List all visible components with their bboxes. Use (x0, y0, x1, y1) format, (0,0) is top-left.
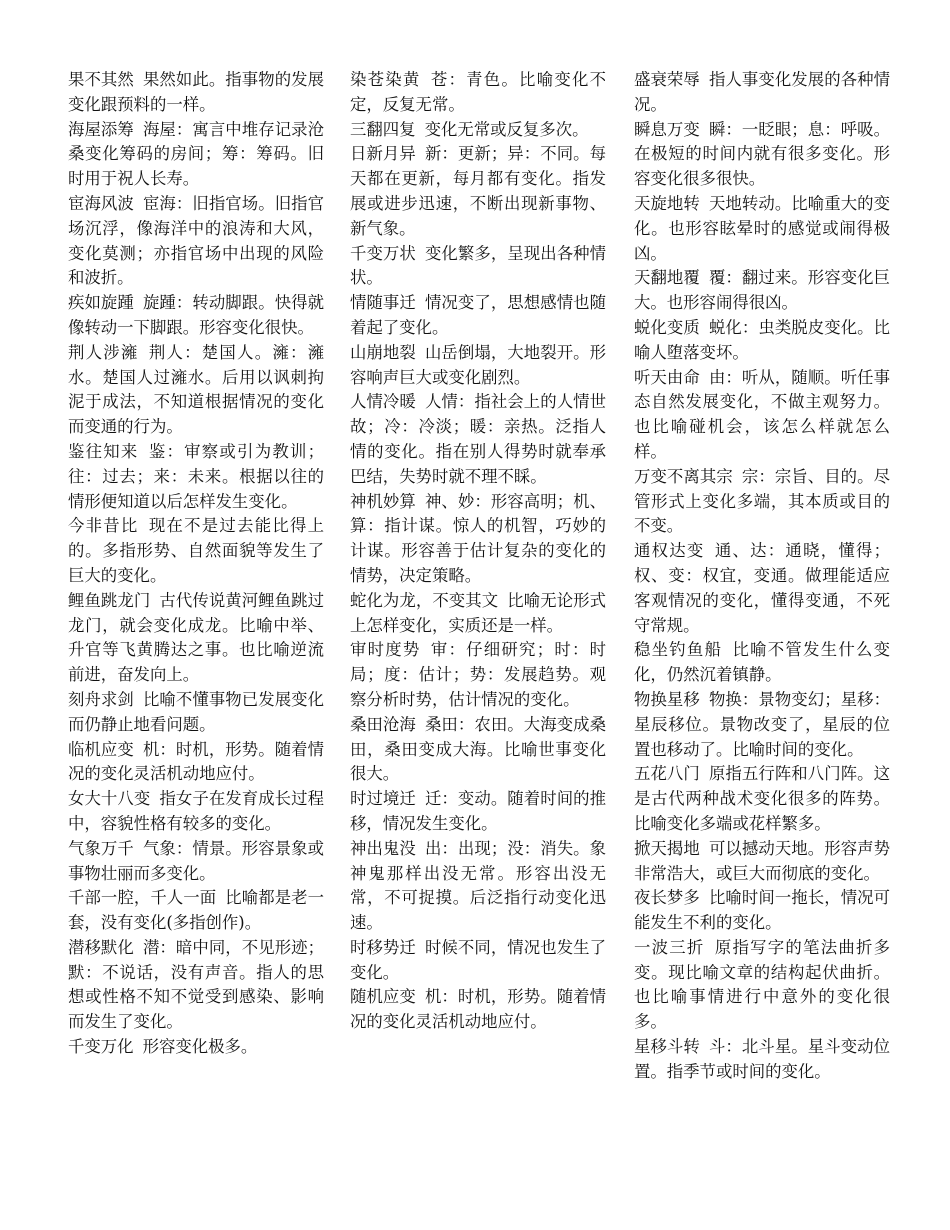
idiom-definition: 变化繁多，呈现出各种情状。 (350, 243, 607, 288)
idiom-entry (634, 465, 890, 539)
idiom-definition: 审：仔细研究；时：时局；度：估计；势：发展趋势。观察分析时势，估计情况的变化。 (350, 640, 607, 709)
idiom-definition: 覆：翻过来。形容变化巨大。也形容闹得很凶。 (634, 268, 891, 313)
idiom-entry (350, 142, 606, 241)
idiom-definition: 气象：情景。形容景象或事物壮丽而多变化。 (68, 838, 325, 883)
idiom-term: 神机妙算 (350, 491, 416, 511)
idiom-entry (68, 837, 324, 887)
idiom-definition: 机：时机，形势。随着情况的变化灵活机动地应付。 (68, 739, 325, 784)
idiom-term: 一波三折 (634, 937, 705, 957)
idiom-term: 情随事迁 (350, 293, 416, 313)
idiom-term: 人情冷暖 (350, 392, 416, 412)
idiom-entry (68, 118, 324, 192)
idiom-definition: 蜕化：虫类脱皮变化。比喻人堕落变坏。 (634, 317, 891, 362)
idiom-term: 女大十八变 (68, 789, 151, 809)
idiom-entry (350, 936, 606, 986)
idiom-term: 宦海风波 (68, 193, 134, 213)
idiom-term: 瞬息万变 (634, 119, 700, 139)
idiom-definition: 神、妙：形容高明；机、算：指计谋。惊人的机智，巧妙的计谋。形容善于估计复杂的变化的情势，决定策略。 (350, 491, 607, 585)
idiom-definition: 潜：暗中同，不见形迹；默：不说话，没有声音。指人的思想或性格不知不觉受到感染、影响而发生了变化。 (68, 937, 325, 1032)
idiom-term: 鲤鱼跳龙门 (68, 590, 151, 610)
idiom-entry (68, 886, 324, 936)
idiom-entry (68, 738, 324, 788)
idiom-entry (634, 192, 890, 266)
idiom-definition: 机：时机，形势。随着情况的变化灵活机动地应付。 (350, 987, 607, 1032)
idiom-entry (68, 787, 324, 837)
idiom-definition: 时候不同，情况也发生了变化。 (350, 937, 607, 982)
idiom-definition: 原指写字的笔法曲折多变。现比喻文章的结构起伏曲折。也比喻事情进行中意外的变化很多。 (634, 937, 891, 1032)
idiom-term: 万变不离其宗 (634, 466, 733, 486)
idiom-entry (350, 638, 606, 712)
idiom-definition: 现在不是过去能比得上的。多指形势、自然面貌等发生了巨大的变化。 (68, 516, 325, 585)
idiom-term: 刻舟求剑 (68, 689, 134, 709)
idiom-entry (350, 291, 606, 341)
idiom-definition: 山岳倒塌，大地裂开。形容响声巨大或变化剧烈。 (350, 342, 607, 387)
idiom-definition: 旋踵：转动脚跟。快得就像转动一下脚跟。形容变化很快。 (68, 293, 325, 337)
idiom-term: 神出鬼没 (350, 838, 416, 858)
idiom-term: 今非昔比 (68, 516, 139, 536)
idiom-entry (350, 490, 606, 589)
idiom-entry (634, 688, 890, 762)
idiom-definition: 瞬：一眨眼；息：呼吸。在极短的时间内就有很多变化。形容变化很多很快。 (634, 119, 891, 189)
idiom-entry (350, 68, 606, 118)
idiom-term: 鉴往知来 (68, 441, 139, 461)
idiom-term: 稳坐钓鱼船 (634, 640, 723, 660)
idiom-term: 物换星移 (634, 689, 700, 709)
idiom-term: 蛇化为龙，不变其文 (350, 590, 499, 610)
idiom-term: 夜长梦多 (634, 888, 700, 908)
idiom-term: 盛衰荣辱 (634, 70, 700, 89)
idiom-definition: 指人事变化发展的各种情况。 (634, 70, 891, 114)
idiom-entry (68, 291, 324, 341)
idiom-definition: 比喻不懂事物已发展变化而仍静止地看问题。 (68, 689, 325, 734)
idiom-entry (68, 192, 324, 291)
idiom-definition: 宗：宗旨、目的。尽管形式上变化多端，其本质或目的不变。 (634, 466, 891, 536)
idiom-term: 三翻四复 (350, 119, 416, 139)
idiom-definition: 海屋：寓言中堆存记录沧桑变化筹码的房间；筹：筹码。旧时用于祝人长寿。 (68, 119, 325, 189)
idiom-entry (634, 886, 890, 936)
idiom-definition: 比喻不管发生什么变化，仍然沉着镇静。 (634, 640, 891, 685)
idiom-term: 日新月异 (350, 144, 416, 164)
idiom-entry (68, 589, 324, 688)
idiom-term: 临机应变 (68, 739, 134, 759)
idiom-entry (350, 713, 606, 787)
idiom-term: 时移势迁 (350, 937, 416, 957)
idiom-term: 蜕化变质 (634, 317, 700, 337)
idiom-entry (68, 688, 324, 738)
idiom-definition: 古代传说黄河鲤鱼跳过龙门，就会变化成龙。比喻中举、升官等飞黄腾达之事。也比喻逆流前进，奋发向上。 (68, 590, 324, 685)
idiom-entry (350, 341, 606, 391)
idiom-entry (68, 440, 324, 514)
idiom-definition: 可以撼动天地。形容声势非常浩大，或巨大而彻底的变化。 (634, 838, 891, 883)
idiom-entry (68, 1035, 324, 1060)
idiom-definition: 桑田：农田。大海变成桑田，桑田变成大海。比喻世事变化很大。 (350, 714, 607, 784)
idiom-term: 荆人涉澭 (68, 342, 139, 362)
column-2 (350, 68, 606, 1035)
idiom-entry (350, 787, 606, 837)
idiom-definition: 比喻时间一拖长，情况可能发生不利的变化。 (634, 888, 891, 933)
idiom-definition: 通、达：通晓，懂得；权、变：权宜，变通。做理能适应客观情况的变化，懂得变通，不死守常规。 (634, 541, 891, 635)
idiom-term: 千变万状 (350, 243, 416, 263)
idiom-term: 千部一腔，千人一面 (68, 888, 217, 908)
idiom-definition: 荆人：楚国人。澭：澭水。楚国人过澭水。后用以讽刺拘泥于成法，不知道根据情况的变化而变通的行为。 (68, 342, 325, 437)
idiom-term: 五花八门 (634, 764, 700, 784)
idiom-term: 染苍染黄 (350, 70, 421, 89)
idiom-term: 疾如旋踵 (68, 293, 134, 313)
idiom-term: 通权达变 (634, 541, 705, 561)
idiom-entry (634, 1035, 890, 1085)
idiom-entry (634, 539, 890, 638)
idiom-entry (350, 118, 606, 143)
idiom-entry (634, 366, 890, 465)
idiom-definition: 形容变化极多。 (142, 1037, 258, 1057)
idiom-definition: 果然如此。指事物的发展变化跟预料的一样。 (68, 70, 325, 114)
idiom-definition: 指女子在发育成长过程中，容貌性格有较多的变化。 (68, 789, 324, 833)
idiom-term: 海屋添筹 (68, 119, 134, 139)
idiom-definition: 苍：青色。比喻变化不定，反复无常。 (350, 70, 607, 114)
idiom-entry (350, 242, 606, 292)
idiom-term: 掀天揭地 (634, 838, 700, 858)
idiom-term: 星移斗转 (634, 1037, 700, 1057)
idiom-definition: 情况变了，思想感情也随着起了变化。 (350, 293, 607, 337)
idiom-term: 听天由命 (634, 367, 700, 387)
idiom-term: 天翻地覆 (634, 268, 700, 288)
idiom-entry (68, 68, 324, 118)
idiom-entry (634, 118, 890, 192)
idiom-term: 审时度势 (350, 640, 421, 660)
idiom-entry (350, 390, 606, 489)
idiom-entry (634, 762, 890, 836)
idiom-entry (350, 589, 606, 639)
idiom-definition: 由：听从，随顺。听任事态自然发展变化，不做主观努力。也比喻碰机会，该怎么样就怎么样。 (634, 367, 891, 461)
idiom-definition: 斗：北斗星。星斗变动位置。指季节或时间的变化。 (634, 1037, 891, 1081)
idiom-term: 桑田沧海 (350, 714, 416, 734)
idiom-definition: 新：更新；异：不同。每天都在更新，每月都有变化。指发展或进步迅速，不断出现新事物、新气象。 (350, 144, 607, 238)
idiom-definition: 天地转动。比喻重大的变化。也形容眩晕时的感觉或闹得极凶。 (634, 193, 891, 263)
idiom-definition: 宦海：旧指官场。旧指官场沉浮，像海洋中的浪涛和大风，变化莫测；亦指官场中出现的风险和波折。 (68, 193, 325, 288)
idiom-entry (634, 638, 890, 688)
idiom-definition: 人情：指社会上的人情世故；冷：冷淡；暖：亲热。泛指人情的变化。指在别人得势时就奉承巴结，失势时就不理不睬。 (350, 392, 607, 486)
idiom-definition: 鉴：审察或引为教训；往：过去；来：未来。根据以往的情形便知道以后怎样发生变化。 (68, 441, 325, 511)
column-1 (68, 68, 324, 1060)
idiom-definition: 变化无常或反复多次。 (424, 119, 589, 139)
idiom-entry (634, 936, 890, 1035)
idiom-term: 随机应变 (350, 987, 416, 1007)
idiom-entry (634, 316, 890, 366)
idiom-entry (68, 341, 324, 440)
idiom-term: 潜移默化 (68, 937, 134, 957)
idiom-term: 千变万化 (68, 1037, 134, 1057)
idiom-term: 气象万千 (68, 838, 134, 858)
idiom-entry (68, 514, 324, 588)
idiom-entry (68, 936, 324, 1035)
idiom-term: 天旋地转 (634, 193, 700, 213)
idiom-entry (634, 837, 890, 887)
idiom-definition: 物换：景物变幻；星移：星辰移位。景物改变了，星辰的位置也移动了。比喻时间的变化。 (634, 689, 891, 759)
idiom-entry (350, 985, 606, 1035)
idiom-definition: 比喻无论形式上怎样变化，实质还是一样。 (350, 590, 607, 635)
idiom-entry (350, 837, 606, 936)
idiom-term: 果不其然 (68, 70, 134, 89)
idiom-definition: 出：出现；没：消失。象神鬼那样出没无常。形容出没无常，不可捉摸。后泛指行动变化迅速。 (350, 838, 607, 933)
column-3 (634, 68, 890, 1085)
idiom-definition: 比喻都是老一套，没有变化(多指创作)。 (68, 888, 325, 933)
idiom-entry (634, 266, 890, 316)
idiom-definition: 原指五行阵和八门阵。这是古代两种战术变化很多的阵势。比喻变化多端或花样繁多。 (634, 764, 891, 833)
idiom-term: 时过境迁 (350, 789, 416, 809)
idiom-definition: 迁：变动。随着时间的推移，情况发生变化。 (350, 789, 607, 833)
idiom-term: 山崩地裂 (350, 342, 416, 362)
idiom-entry (634, 68, 890, 118)
